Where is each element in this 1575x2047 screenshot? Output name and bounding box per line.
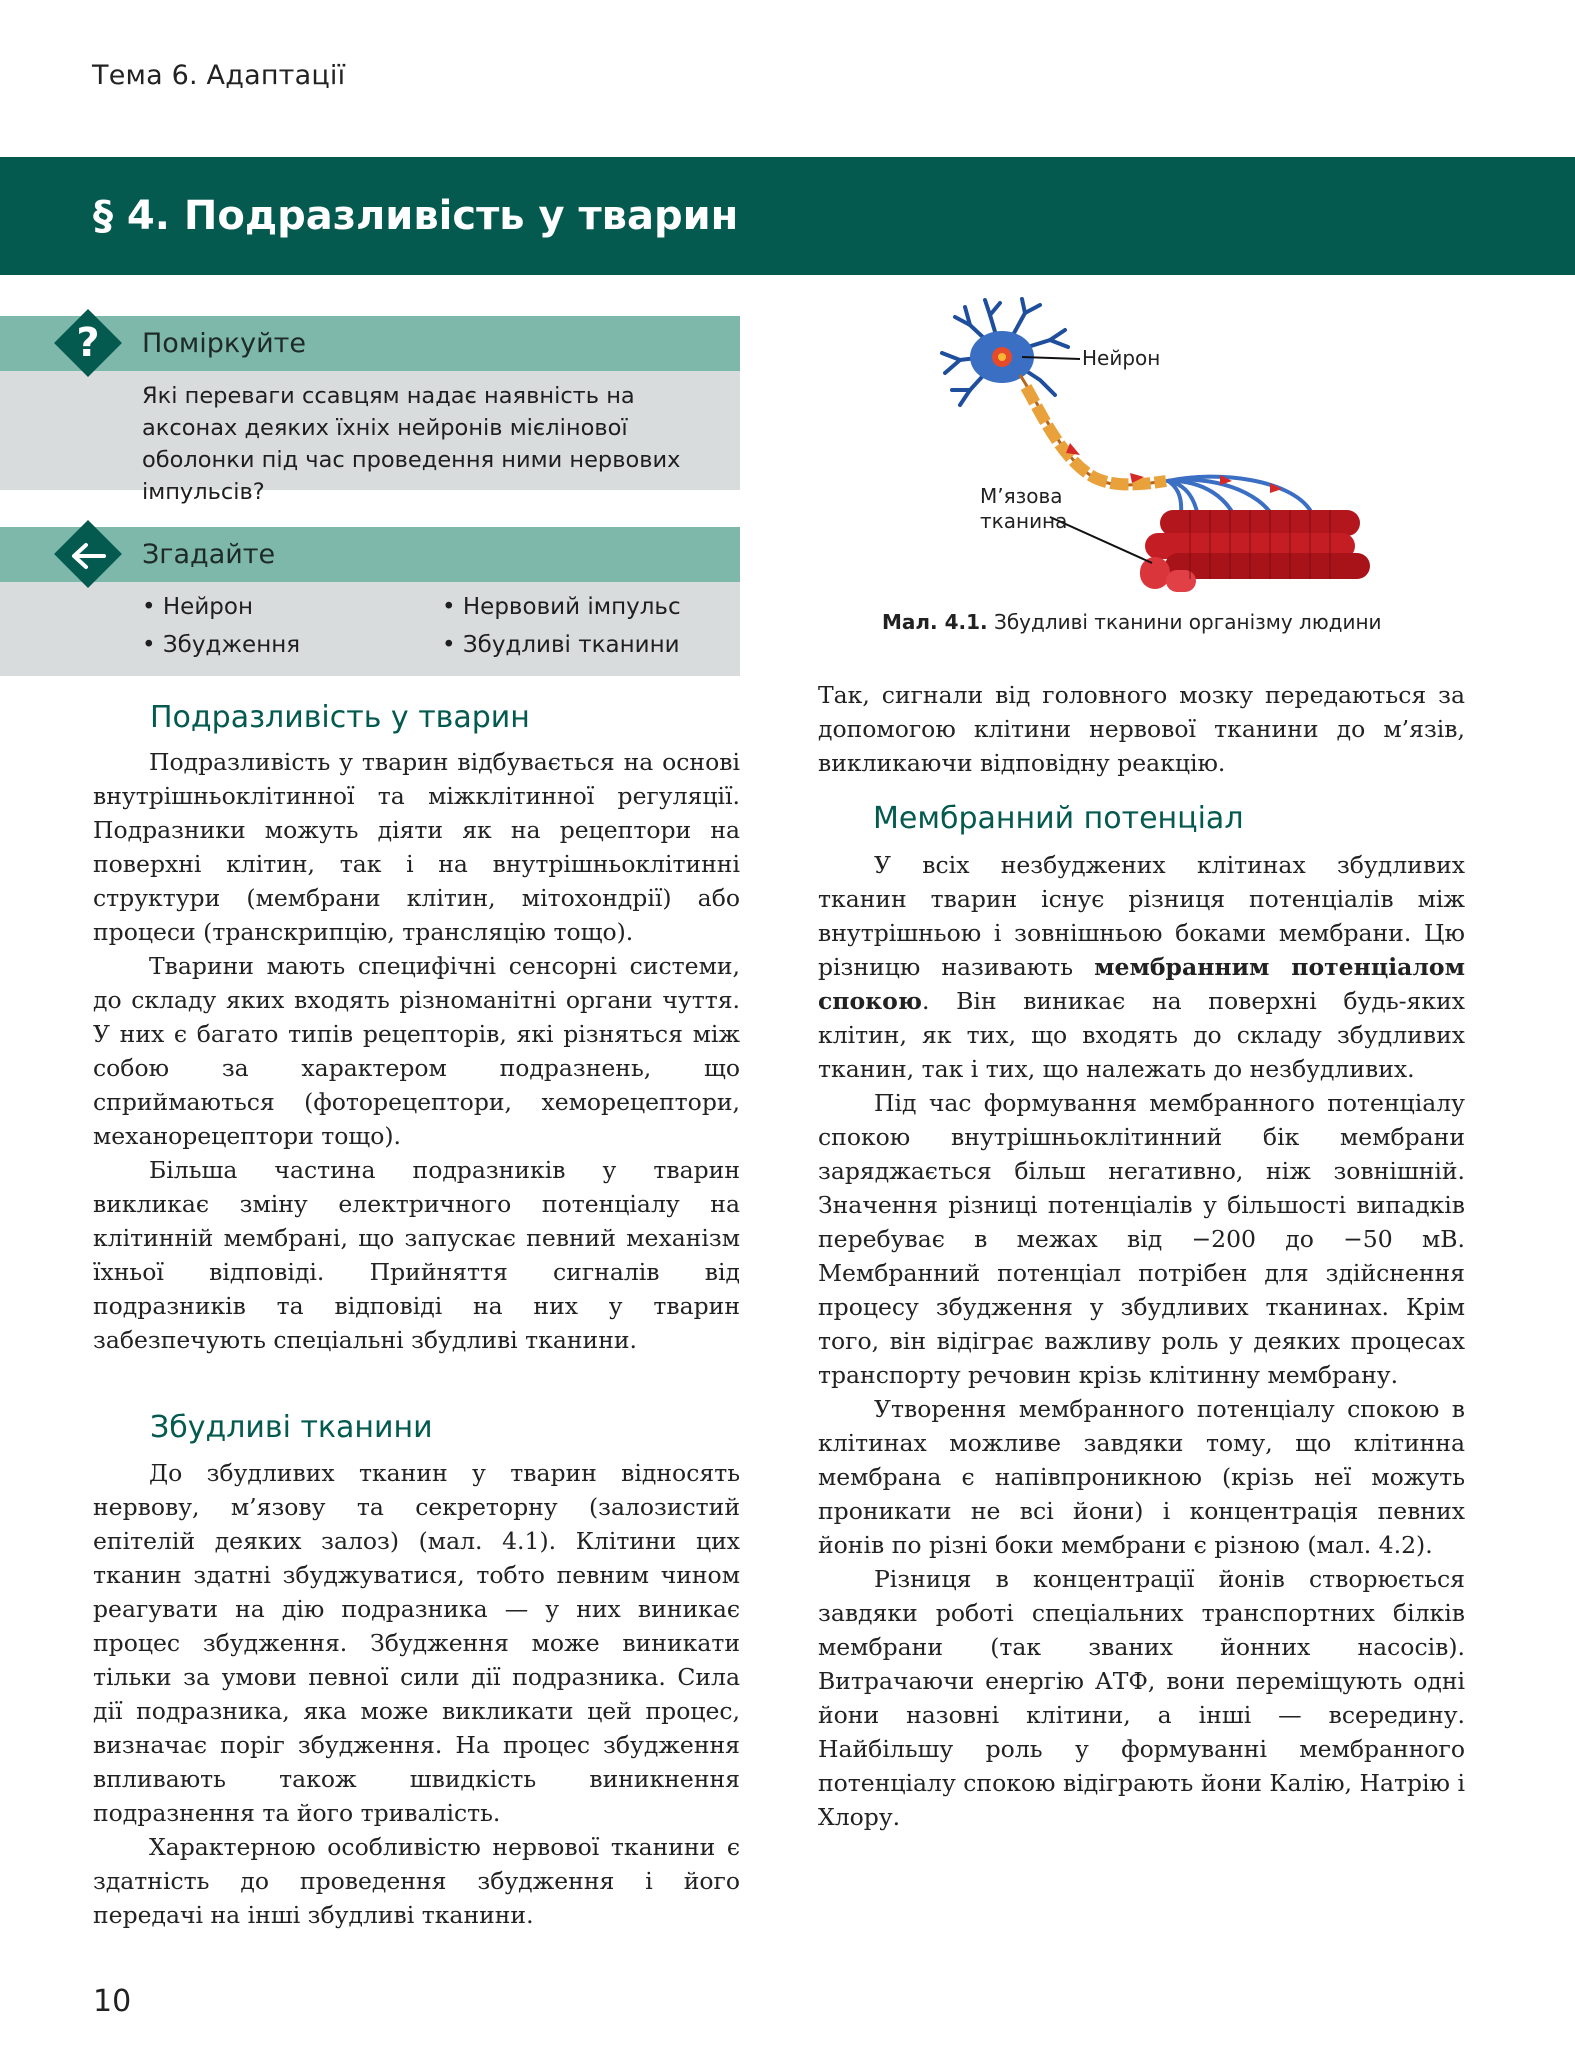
label-neuron: Нейрон — [1082, 346, 1161, 370]
section-heading-membrane-potential: Мембранний потенціал — [873, 801, 1244, 836]
recall-item: • Нервовий імпульс — [442, 594, 681, 620]
paragraph: Так, сигнали від головного мозку передаються за допомогою клітини нервової тканини до м’язів, викликаючи відповідну реакцію. — [818, 681, 1465, 777]
left-column-section1 — [93, 745, 740, 1357]
paragraph: До збудливих тканин у тварин відносять нервову, м’язову та секреторну (залозистий епітелій деяких залоз) (мал. 4.1). Клітини цих тканин здатні збуджуватися, тобто певним чином реагувати на дію подразника — у них виникає процес збудження. Збудження може виникати тільки за умови певної сили дії подразника. Сила дії подразника, яка може викликати цей процес, визначає поріг збудження. На процес збудження впливають також швидкість виникнення подразнення та його тривалість. — [93, 1459, 740, 1827]
page-number: 10 — [93, 1984, 132, 2019]
neuron-muscle-illustration — [930, 295, 1400, 595]
paragraph: Різниця в концентрації йонів створюється завдяки роботі спеціальних транспортних білків мембрани (так званих йонних насосів). Витрачаючи енергію АТФ, вони переміщують одні йони назовні клітини, а інші — всередину. Найбільшу роль у формуванні мембранного потенціалу спокою відіграють йони Калію, Натрію і Хлору. — [818, 1565, 1465, 1831]
figure-caption-text: Збудливі тканини організму людини — [987, 610, 1382, 634]
running-header: Тема 6. Адаптації — [92, 60, 346, 91]
text-run: . Він виникає на поверхні будь-яких клітин, як тих, що входять до складу збудливих тканин, так і тих, що належать до незбудливих. — [818, 987, 1465, 1083]
figure-caption — [882, 610, 1382, 634]
title-band — [0, 157, 1575, 275]
paragraph: Характерною особливістю нервової тканини є здатність до проведення збудження і його передачі на інші збудливі тканини. — [93, 1833, 740, 1929]
paragraph — [818, 848, 1465, 1086]
figure-caption-number: Мал. 4.1. — [882, 610, 988, 634]
paragraph: Подразливість у тварин відбувається на основі внутрішньоклітинної та міжклітинної регуляції. Подразники можуть діяти як на рецептори на поверхні клітин, так і на внутрішньоклітинні структури (мембрани клітин, мітохондрії) або процеси (транскрипцію, трансляцію тощо). — [93, 748, 740, 946]
paragraph: Тварини мають специфічні сенсорні системи, до складу яких входять різноманітні органи чуття. У них є багато типів рецепторів, які різняться між собою за характером подразнень, що сприймаються (фоторецептори, хеморецептори, механорецептори тощо). — [93, 952, 740, 1150]
paragraph: Утворення мембранного потенціалу спокою в клітинах можливе завдяки тому, що клітинна мембрана є напівпроникною (крізь неї можуть проникати не всі йони) і концентрація певних йонів по різні боки мембрани є різною (мал. 4.2). — [818, 1395, 1465, 1559]
recall-item: • Збудження — [142, 632, 300, 658]
muscle-tissue — [1140, 510, 1370, 592]
recall-item: • Нейрон — [142, 594, 253, 620]
right-column-continuation — [818, 678, 1465, 780]
text-run: У всіх незбуджених клітинах збудливих тканин тварин існує різниця потенціалів між внутрішньою і зовнішньою боками мембрани. Цю різницю називають — [818, 851, 1465, 981]
label-muscle-line1: М’язова — [980, 484, 1063, 508]
think-box-title: Поміркуйте — [142, 328, 307, 359]
figure-neuron-muscle — [930, 295, 1400, 595]
recall-item: • Збудливі тканини — [442, 632, 680, 658]
label-muscle-line2: тканина — [980, 509, 1068, 533]
left-column-section2 — [93, 1456, 740, 1932]
section-heading-excitable-tissues: Збудливі тканини — [150, 1410, 433, 1445]
term-resting-potential: мембранним потенціалом спокою — [818, 953, 1465, 1015]
question-icon: ? — [76, 320, 100, 366]
section-heading-irritability: Подразливість у тварин — [150, 700, 530, 735]
page-title: § 4. Подразливість у тварин — [93, 193, 739, 239]
myelin-sheath — [1026, 387, 1166, 484]
think-box-text: Які переваги ссавцям надає наявність на аксонах деяких їхніх нейронів мієлінової оболонки під час проведення ними нервових імпульсів? — [142, 383, 681, 505]
arrow-left-icon — [53, 531, 123, 582]
recall-box-title: Згадайте — [142, 539, 276, 570]
paragraph: Більша частина подразників у тварин викликає зміну електричного потенціалу на клітинній мембрані, що запускає певний механізм їхньої відповіді. Прийняття сигналів від подразників та відповіді на них у тварин забезпечують спеціальні збудливі тканини. — [93, 1156, 740, 1354]
right-column-section3 — [818, 848, 1465, 1834]
paragraph: Під час формування мембранного потенціалу спокою внутрішньоклітинний бік мембрани заряджається більш негативно, ніж зовнішній. Значення різниці потенціалів у більшості випадків перебуває в межах від −200 до −50 мВ. Мембранний потенціал потрібен для здійснення процесу збудження у збудливих тканинах. Крім того, він відіграє важливу роль у деяких процесах транспорту речовин крізь клітинну мембрану. — [818, 1089, 1465, 1389]
